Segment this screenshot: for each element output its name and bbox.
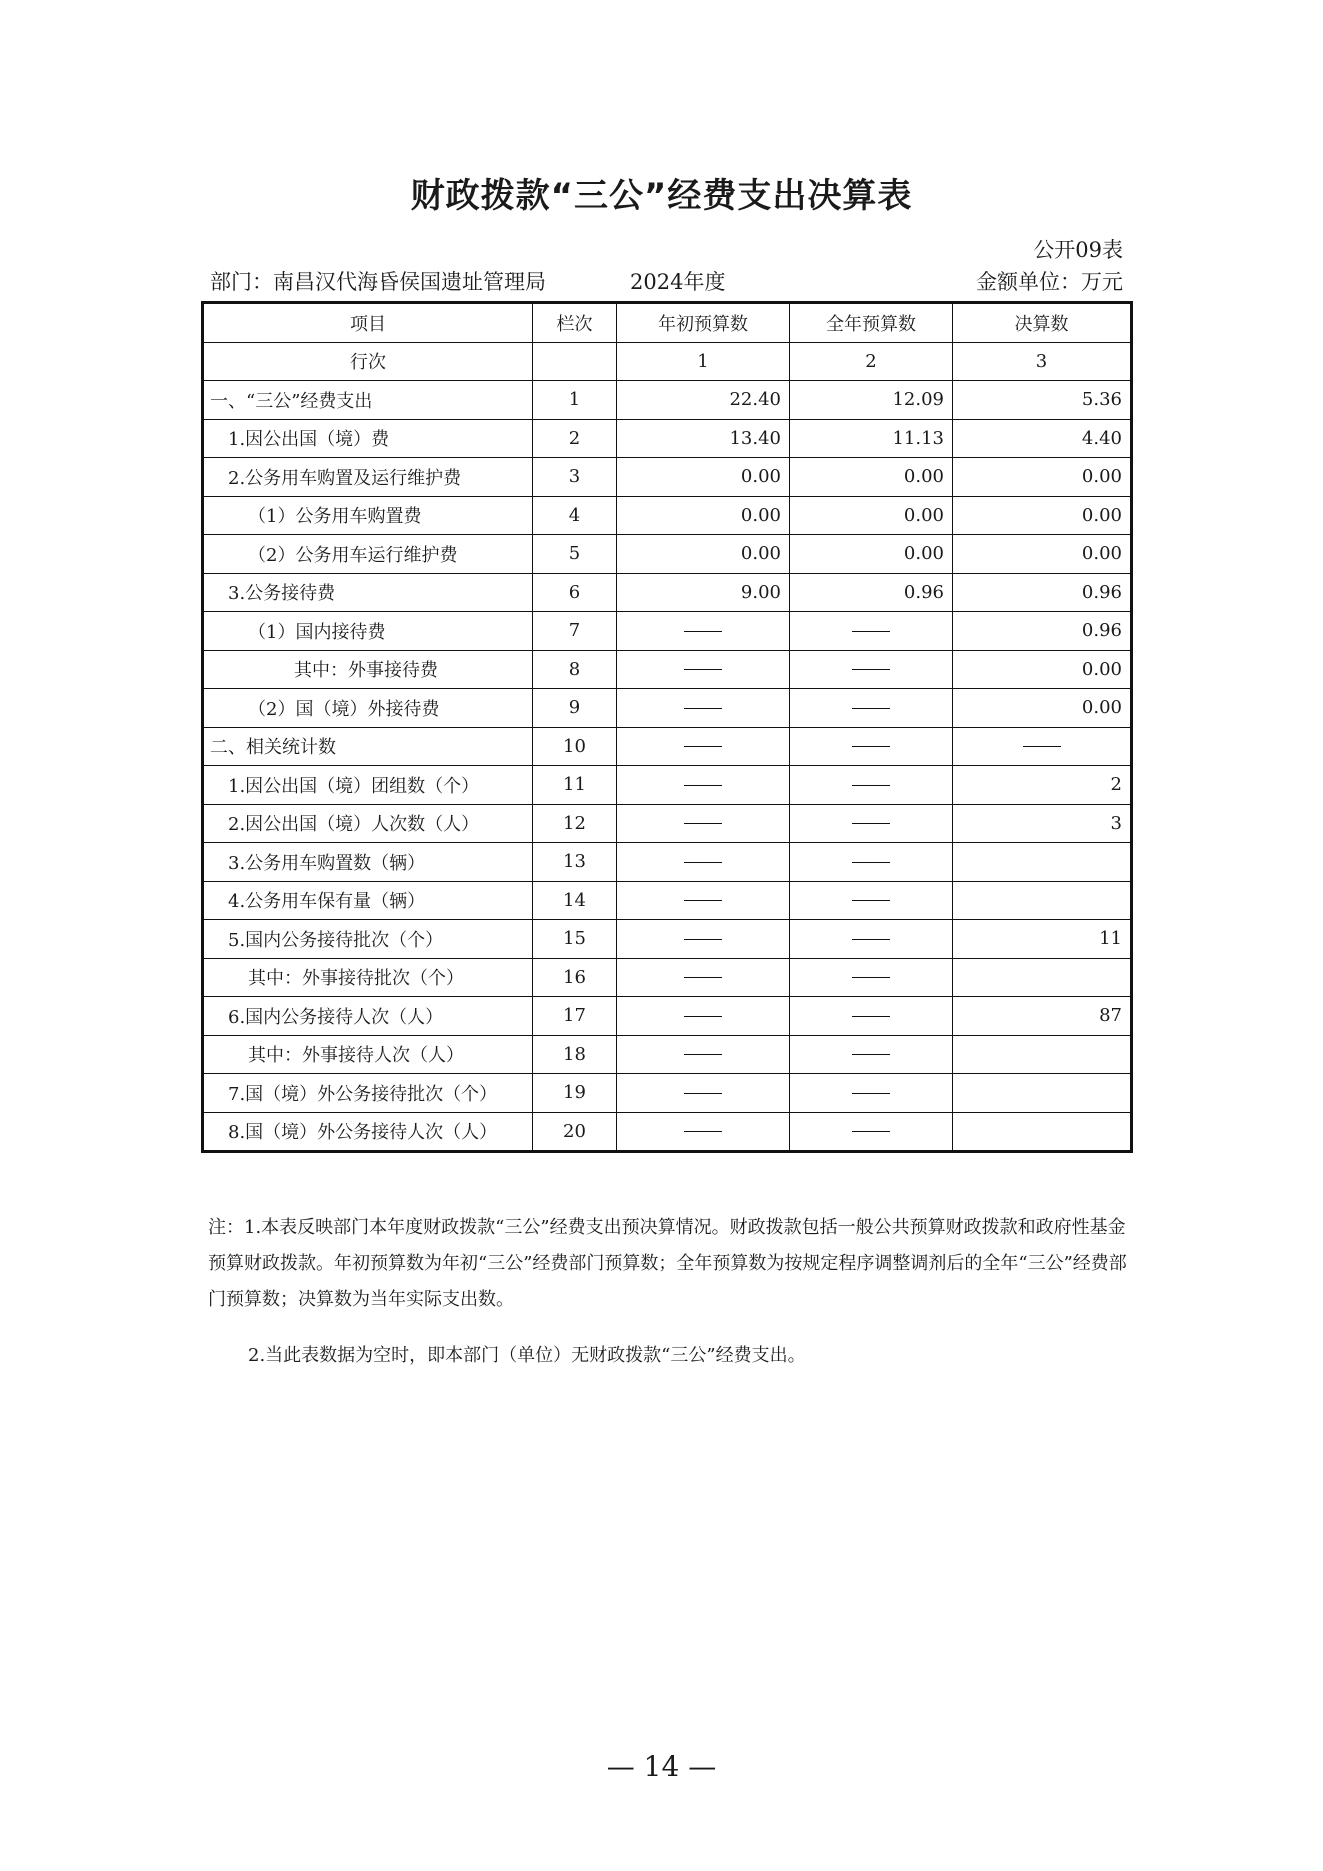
dash-mark [684,1093,722,1094]
dash-mark [852,1131,890,1132]
table-row [203,419,1132,458]
row-column-no: 6 [533,573,617,612]
row-initial-budget [617,804,790,843]
dash-mark [852,1054,890,1055]
row-initial-budget [617,920,790,959]
row-column-no: 18 [533,1035,617,1074]
header-final-account: 决算数 [953,303,1132,343]
row-initial-budget [617,1074,790,1113]
row-annual-budget [790,920,953,959]
row-initial-budget: 22.40 [617,381,790,420]
table-row [203,997,1132,1036]
notes [208,1210,1128,1374]
row-column-no: 4 [533,496,617,535]
expense-table [201,301,1133,1153]
row-final-account: 0.00 [953,689,1132,728]
row-final-account: 87 [953,997,1132,1036]
dash-mark [684,746,722,747]
table-row [203,1035,1132,1074]
row-final-account [953,1112,1132,1152]
row-final-account: 3 [953,804,1132,843]
dash-mark [684,708,722,709]
note-2: 2.当此表数据为空时，即本部门（单位）无财政拨款“三公”经费支出。 [248,1345,806,1366]
row-column-no: 14 [533,881,617,920]
table-row [203,804,1132,843]
row-final-account: 5.36 [953,381,1132,420]
row-annual-budget [790,727,953,766]
table-row [203,920,1132,959]
dash-mark [684,785,722,786]
table-row [203,1074,1132,1113]
dash-mark [684,939,722,940]
row-final-account [953,727,1132,766]
table-row [203,958,1132,997]
table-row [203,573,1132,612]
dash-mark [852,1016,890,1017]
unit-label: 金额单位：万元 [976,270,1123,294]
year-label: 2024年度 [630,270,726,294]
row-final-account: 11 [953,920,1132,959]
dash-mark [684,1054,722,1055]
row-column-no: 20 [533,1112,617,1152]
table-row [203,612,1132,651]
row-initial-budget: 9.00 [617,573,790,612]
row-final-account [953,1074,1132,1113]
dash-mark [852,977,890,978]
row-final-account: 4.40 [953,419,1132,458]
row-final-account [953,843,1132,882]
row-item: 其中：外事接待批次（个） [203,958,533,997]
row-item: 5.国内公务接待批次（个） [203,920,533,959]
row-annual-budget [790,1112,953,1152]
row-initial-budget [617,881,790,920]
row-initial-budget [617,650,790,689]
row-annual-budget [790,612,953,651]
dash-mark [852,669,890,670]
table-row [203,650,1132,689]
row-annual-budget [790,1074,953,1113]
subheader-col-1: 1 [617,342,790,381]
row-item: 1.因公出国（境）团组数（个） [203,766,533,805]
header-annual-budget: 全年预算数 [790,303,953,343]
row-final-account: 0.00 [953,650,1132,689]
row-column-no: 10 [533,727,617,766]
row-initial-budget: 13.40 [617,419,790,458]
row-item: 3.公务用车购置数（辆） [203,843,533,882]
page-number: — 14 — [606,1750,717,1783]
dash-mark [852,823,890,824]
row-annual-budget: 11.13 [790,419,953,458]
row-annual-budget [790,997,953,1036]
dash-mark [1023,746,1061,747]
row-item: （2）公务用车运行维护费 [203,535,533,574]
row-item: 二、相关统计数 [203,727,533,766]
row-initial-budget [617,612,790,651]
row-item: 3.公务接待费 [203,573,533,612]
row-column-no: 2 [533,419,617,458]
table-row [203,458,1132,497]
dash-mark [852,900,890,901]
row-final-account: 0.00 [953,458,1132,497]
dash-mark [684,1016,722,1017]
row-column-no: 17 [533,997,617,1036]
row-annual-budget: 0.00 [790,535,953,574]
row-final-account: 2 [953,766,1132,805]
row-final-account [953,881,1132,920]
dash-mark [852,708,890,709]
header-column-no: 栏次 [533,303,617,343]
row-item: 2.公务用车购置及运行维护费 [203,458,533,497]
row-final-account: 0.96 [953,612,1132,651]
row-annual-budget [790,881,953,920]
dash-mark [684,1131,722,1132]
row-initial-budget [617,997,790,1036]
dash-mark [852,746,890,747]
row-column-no: 12 [533,804,617,843]
table-header-row [203,303,1132,343]
row-initial-budget [617,843,790,882]
row-annual-budget [790,958,953,997]
row-annual-budget [790,804,953,843]
row-initial-budget [617,1035,790,1074]
table-row [203,1112,1132,1152]
dash-mark [684,669,722,670]
row-item: 4.公务用车保有量（辆） [203,881,533,920]
row-initial-budget: 0.00 [617,496,790,535]
document-title: 财政拨款“三公”经费支出决算表 [410,176,913,216]
row-column-no: 19 [533,1074,617,1113]
row-initial-budget [617,958,790,997]
dash-mark [684,631,722,632]
note-1: 注：1.本表反映部门本年度财政拨款“三公”经费支出预决算情况。财政拨款包括一般公共预算财政拨款和政府性基金预算财政拨款。年初预算数为年初“三公”经费部门预算数；全年预算数为按规定程序调整调剂后的全年“三公”经费部门预算数；决算数为当年实际支出数。 [208,1217,1127,1310]
row-item: （1）国内接待费 [203,612,533,651]
row-annual-budget: 0.96 [790,573,953,612]
row-column-no: 16 [533,958,617,997]
row-final-account: 0.96 [953,573,1132,612]
row-annual-budget: 12.09 [790,381,953,420]
table-row [203,881,1132,920]
row-annual-budget [790,766,953,805]
row-annual-budget [790,650,953,689]
row-item: 6.国内公务接待人次（人） [203,997,533,1036]
header-item: 项目 [203,303,533,343]
row-initial-budget: 0.00 [617,458,790,497]
table-row [203,689,1132,728]
row-item: （2）国（境）外接待费 [203,689,533,728]
row-initial-budget: 0.00 [617,535,790,574]
row-item: 8.国（境）外公务接待人次（人） [203,1112,533,1152]
row-column-no: 8 [533,650,617,689]
row-initial-budget [617,727,790,766]
row-column-no: 3 [533,458,617,497]
subheader-blank [533,342,617,381]
row-annual-budget: 0.00 [790,496,953,535]
row-initial-budget [617,689,790,728]
row-item: 其中：外事接待费 [203,650,533,689]
row-column-no: 9 [533,689,617,728]
department-label: 部门：南昌汉代海昏侯国遗址管理局 [210,270,546,294]
table-row [203,843,1132,882]
dash-mark [852,939,890,940]
row-annual-budget [790,689,953,728]
row-column-no: 7 [533,612,617,651]
row-item: 其中：外事接待人次（人） [203,1035,533,1074]
row-initial-budget [617,766,790,805]
subheader-col-2: 2 [790,342,953,381]
form-number: 公开09表 [1033,238,1123,262]
dash-mark [684,977,722,978]
row-final-account: 0.00 [953,496,1132,535]
dash-mark [852,785,890,786]
row-column-no: 13 [533,843,617,882]
row-column-no: 5 [533,535,617,574]
row-annual-budget: 0.00 [790,458,953,497]
dash-mark [852,862,890,863]
row-item: 7.国（境）外公务接待批次（个） [203,1074,533,1113]
row-column-no: 11 [533,766,617,805]
table-subheader-row [203,342,1132,381]
row-final-account [953,1035,1132,1074]
table-row [203,535,1132,574]
document-meta [205,266,1123,296]
row-final-account: 0.00 [953,535,1132,574]
table-row [203,727,1132,766]
row-final-account [953,958,1132,997]
subheader-row-label: 行次 [203,342,533,381]
table-row [203,496,1132,535]
row-item: 一、“三公”经费支出 [203,381,533,420]
row-initial-budget [617,1112,790,1152]
row-column-no: 1 [533,381,617,420]
table-row [203,381,1132,420]
dash-mark [852,631,890,632]
row-item: 1.因公出国（境）费 [203,419,533,458]
row-item: 2.因公出国（境）人次数（人） [203,804,533,843]
table-row [203,766,1132,805]
row-annual-budget [790,1035,953,1074]
row-item: （1）公务用车购置费 [203,496,533,535]
header-initial-budget: 年初预算数 [617,303,790,343]
dash-mark [684,900,722,901]
dash-mark [684,862,722,863]
dash-mark [852,1093,890,1094]
dash-mark [684,823,722,824]
row-column-no: 15 [533,920,617,959]
row-annual-budget [790,843,953,882]
subheader-col-3: 3 [953,342,1132,381]
